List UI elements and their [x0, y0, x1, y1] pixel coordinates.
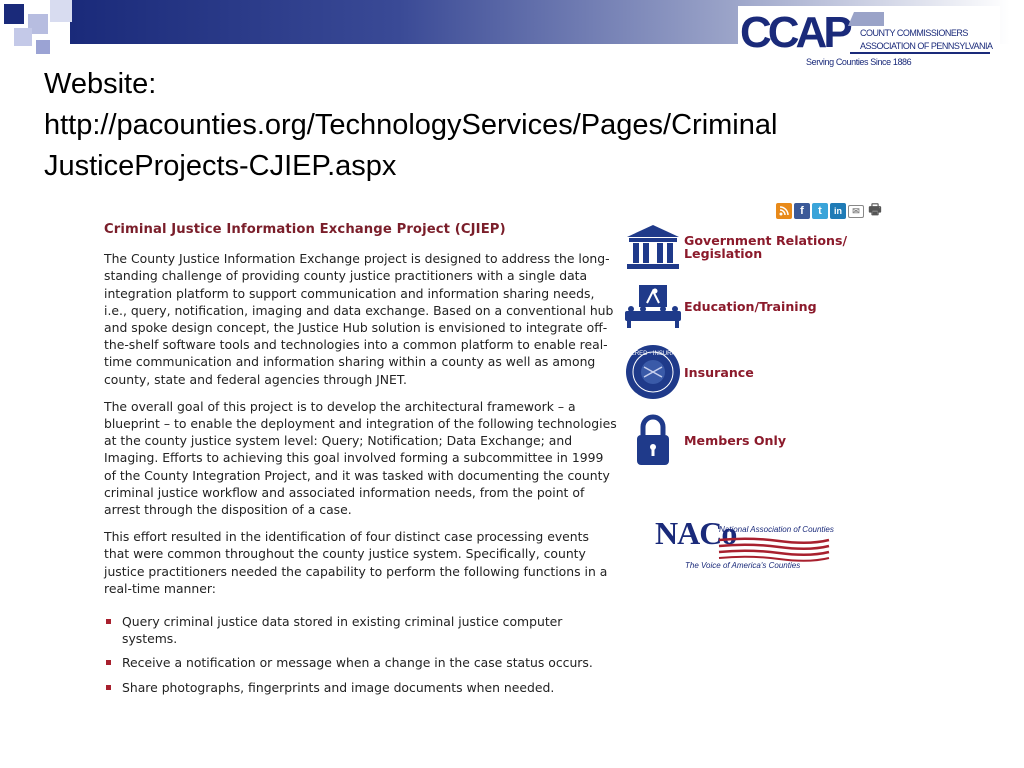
heading-url-line2: JusticeProjects-CJIEP.aspx	[44, 150, 397, 182]
sidebar-label	[684, 234, 847, 260]
article-paragraph: This effort resulted in the identification of four distinct case processing events that were common throughout the county justice system. Specifically, county justice practitioners needed the capability to perform the following functions in a real-time manner:	[104, 529, 608, 596]
twitter-icon[interactable]: t	[812, 203, 828, 219]
capitol-building-icon	[622, 223, 684, 271]
list-item: Query criminal justice data stored in existing criminal justice computer systems.	[104, 613, 618, 647]
classroom-icon	[622, 283, 684, 329]
naco-logo-mark: NACo	[655, 515, 737, 551]
article-title: Criminal Justice Information Exchange Project (CJIEP)	[104, 222, 506, 237]
email-icon[interactable]: ✉	[848, 205, 864, 218]
webpage-screenshot	[90, 195, 920, 768]
rss-icon[interactable]	[776, 203, 792, 219]
sidebar-item-education-training[interactable]	[622, 283, 817, 329]
ccap-logo	[738, 6, 1000, 72]
article-content	[104, 221, 618, 703]
ccap-logo-state-shape	[846, 10, 886, 28]
list-item: Share photographs, fingerprints and image documents when needed.	[104, 679, 618, 696]
deco-square	[36, 40, 50, 54]
deco-square	[50, 0, 72, 22]
sidebar-item-members-only[interactable]	[622, 413, 786, 467]
sidebar-label: Insurance	[684, 364, 754, 380]
heading-label: Website:	[44, 68, 157, 100]
ccap-logo-tagline: Serving Counties Since 1886	[806, 57, 912, 67]
print-icon[interactable]: 🖶	[868, 201, 882, 217]
ccap-logo-line1: COUNTY COMMISSIONERS	[860, 28, 968, 38]
facebook-icon[interactable]: f	[794, 203, 810, 219]
rss-glyph	[779, 206, 789, 216]
ccap-logo-mark: CCAP	[740, 8, 849, 57]
covered-seal-icon	[617, 343, 689, 401]
ccap-logo-line2: ASSOCIATION OF PENNSYLVANIA	[860, 41, 993, 51]
naco-flag-stripes	[719, 537, 829, 559]
deco-square	[4, 4, 24, 24]
naco-logo-tagline: The Voice of America's Counties	[685, 561, 801, 570]
sidebar-label-line2: Legislation	[684, 246, 763, 261]
sidebar-label-line1: Government Relations/	[684, 233, 848, 248]
slide-heading	[44, 64, 944, 187]
sidebar-item-insurance[interactable]	[617, 343, 754, 401]
deco-square	[14, 28, 32, 46]
naco-logo-name: National Association of Counties	[719, 525, 834, 534]
list-item: Receive a notification or message when a change in the case status occurs.	[104, 654, 618, 671]
function-list	[104, 613, 618, 696]
heading-url-line1: http://pacounties.org/TechnologyServices/Pages/Criminal	[44, 109, 778, 141]
padlock-icon	[622, 413, 684, 467]
ccap-logo-rule	[850, 52, 990, 54]
article-paragraph: The County Justice Information Exchange project is designed to address the long-standing challenge of providing county justice practitioners with a single data integration platform to support communication and information sharing needs, i.e., query, notification, imaging and data exchange. Based on a conventional hub and spoke design concept, the Justice Hub solution is envisioned to integrate off-the-shelf software tools and technologies into a common platform to enable real-time communication and information sharing within a county as well as among county, state and federal agencies through JNET.	[104, 251, 614, 387]
sidebar-label: Members Only	[684, 432, 787, 448]
naco-logo[interactable]	[655, 513, 835, 573]
sidebar-item-government-relations[interactable]	[622, 223, 847, 271]
social-share-bar	[776, 202, 884, 220]
article-paragraph: The overall goal of this project is to develop the architectural framework – a blueprint – to enable the deployment and integration of the following technologies at the county justice system level: Query; Notification; Data Exchange; and Imaging. Efforts to achieving this goal involved forming a subcommittee in 1999 of the County Integration Project, and it was tasked with documenting the county criminal justice workflow and associated information needs, from the point of arrest through the disposition of a case.	[104, 398, 617, 518]
seal-text: COVERED · INSURANCE	[617, 351, 689, 357]
sidebar-label: Education/Training	[684, 298, 817, 314]
linkedin-icon[interactable]: in	[830, 203, 846, 219]
